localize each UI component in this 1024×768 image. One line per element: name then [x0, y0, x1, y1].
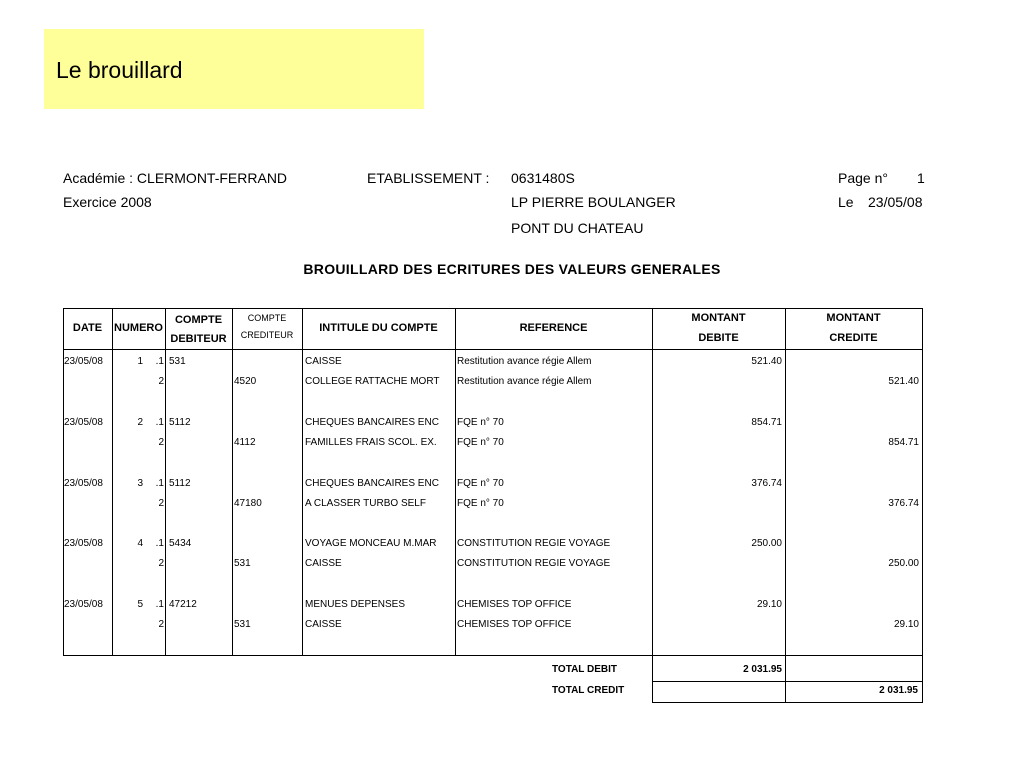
col-header-debite-1: MONTANT	[691, 312, 746, 324]
cell-compte-crediteur	[234, 416, 300, 430]
cell-montant-credite	[788, 537, 919, 551]
etablissement-code: 0631480S	[511, 170, 575, 186]
cell-intitule: CAISSE	[305, 558, 342, 569]
cell-montant-debite	[655, 375, 782, 389]
cell-montant-debite	[655, 618, 782, 632]
cell-montant-credite: 854.71	[888, 437, 919, 448]
exercice: Exercice 2008	[63, 194, 152, 210]
ledger-table	[63, 308, 923, 702]
cell-line: .1	[155, 356, 164, 367]
slide-title: Le brouillard	[56, 57, 183, 83]
col-header-debite-2: DEBITE	[698, 332, 739, 344]
cell-montant-debite: 29.10	[756, 599, 782, 610]
cell-montant-debite	[655, 557, 782, 571]
cell-reference: FQE n° 70	[457, 498, 504, 509]
cell-date	[64, 375, 111, 389]
ledger-heading: BROUILLARD DES ECRITURES DES VALEURS GENERALES	[303, 261, 721, 277]
body-bottom-border	[63, 655, 923, 656]
cell-intitule: MENUES DEPENSES	[305, 599, 406, 610]
col-header-crediteur-1: COMPTE	[247, 313, 287, 323]
col-header-credite-1: MONTANT	[826, 312, 881, 324]
cell-montant-debite: 854.71	[751, 417, 782, 428]
cell-montant-credite	[788, 598, 919, 612]
cell-numero: 2	[137, 417, 143, 428]
cell-numero: 5	[137, 599, 143, 610]
cell-intitule: CAISSE	[305, 619, 342, 630]
date-label: Le	[838, 194, 854, 210]
cell-numero	[113, 618, 143, 632]
col-line-right	[922, 308, 923, 702]
cell-reference: FQE n° 70	[457, 417, 504, 428]
cell-montant-debite	[655, 436, 782, 450]
date-value: 23/05/08	[868, 194, 923, 210]
cell-compte-crediteur: 4520	[234, 376, 257, 387]
totals-bottom-border	[652, 702, 923, 703]
cell-line: .1	[155, 478, 164, 489]
cell-numero: 3	[137, 478, 143, 489]
total-debit-label: TOTAL DEBIT	[552, 664, 617, 675]
col-header-credite-2: CREDITE	[829, 332, 878, 344]
page-label: Page n°	[838, 170, 888, 186]
cell-reference: CONSTITUTION REGIE VOYAGE	[457, 558, 611, 569]
cell-compte-crediteur	[234, 598, 300, 612]
total-credit-value: 2 031.95	[879, 685, 918, 696]
cell-intitule: COLLEGE RATTACHE MORT	[305, 376, 440, 387]
cell-compte-crediteur: 4112	[234, 437, 256, 448]
cell-line: 2	[158, 498, 164, 509]
cell-montant-credite: 29.10	[893, 619, 919, 630]
page-number: 1	[917, 170, 925, 186]
col-header-date: DATE	[72, 322, 103, 334]
total-credit-label: TOTAL CREDIT	[552, 685, 625, 696]
col-header-intitule: INTITULE DU COMPTE	[319, 322, 438, 334]
cell-date: 23/05/08	[64, 599, 103, 610]
cell-montant-credite: 376.74	[888, 498, 919, 509]
cell-line: 2	[158, 558, 164, 569]
cell-intitule: CAISSE	[305, 356, 342, 367]
cell-intitule: CHEQUES BANCAIRES ENC	[305, 417, 439, 428]
cell-montant-credite	[788, 477, 919, 491]
cell-date	[64, 618, 111, 632]
cell-date	[64, 436, 111, 450]
cell-reference: CHEMISES TOP OFFICE	[457, 599, 572, 610]
cell-line: .1	[155, 538, 164, 549]
cell-compte-debiteur: 5434	[169, 538, 192, 549]
cell-reference: FQE n° 70	[457, 437, 504, 448]
cell-date: 23/05/08	[64, 417, 103, 428]
cell-compte-debiteur: 5112	[169, 417, 191, 428]
cell-compte-debiteur	[169, 375, 231, 389]
cell-line: 2	[158, 376, 164, 387]
cell-compte-crediteur	[234, 537, 300, 551]
header-bottom-border	[63, 349, 923, 350]
slide-title-box	[44, 29, 424, 109]
col-header-crediteur-2: CREDITEUR	[240, 330, 294, 340]
col-line-intitule	[455, 308, 456, 655]
cell-line: .1	[155, 417, 164, 428]
cell-reference: FQE n° 70	[457, 478, 504, 489]
cell-numero	[113, 497, 143, 511]
cell-date	[64, 497, 111, 511]
etablissement-name: LP PIERRE BOULANGER	[511, 194, 676, 210]
col-line-debite	[785, 308, 786, 702]
col-header-debiteur-1: COMPTE	[174, 314, 223, 326]
cell-line: 2	[158, 437, 164, 448]
col-header-reference: REFERENCE	[519, 322, 588, 334]
cell-date: 23/05/08	[64, 478, 103, 489]
cell-compte-debiteur	[169, 497, 231, 511]
cell-montant-credite	[788, 416, 919, 430]
cell-intitule: A CLASSER TURBO SELF	[305, 498, 426, 509]
col-line-numero	[165, 308, 166, 655]
cell-compte-crediteur: 47180	[234, 498, 262, 509]
cell-numero	[113, 557, 143, 571]
cell-compte-crediteur: 531	[234, 558, 251, 569]
cell-compte-crediteur	[234, 477, 300, 491]
col-line-reference	[652, 308, 653, 702]
cell-numero	[113, 375, 143, 389]
cell-line: 2	[158, 619, 164, 630]
cell-montant-credite: 521.40	[888, 376, 919, 387]
cell-montant-debite: 376.74	[751, 478, 782, 489]
cell-date: 23/05/08	[64, 356, 103, 367]
cell-montant-debite: 521.40	[751, 356, 782, 367]
etablissement-city: PONT DU CHATEAU	[511, 220, 644, 236]
cell-date: 23/05/08	[64, 538, 103, 549]
cell-montant-credite	[788, 355, 919, 369]
cell-compte-debiteur	[169, 557, 231, 571]
cell-compte-crediteur	[234, 355, 300, 369]
col-line-crediteur	[302, 308, 303, 655]
cell-compte-crediteur: 531	[234, 619, 251, 630]
col-header-debiteur-2: DEBITEUR	[170, 333, 227, 345]
cell-date	[64, 557, 111, 571]
academie: Académie : CLERMONT-FERRAND	[63, 170, 288, 186]
total-debit-value: 2 031.95	[743, 664, 782, 675]
cell-reference: Restitution avance régie Allem	[457, 376, 592, 387]
cell-numero: 4	[137, 538, 143, 549]
cell-intitule: VOYAGE MONCEAU M.MAR	[305, 538, 437, 549]
col-line-debiteur	[232, 308, 233, 655]
etablissement-label: ETABLISSEMENT :	[367, 170, 490, 186]
cell-compte-debiteur: 47212	[169, 599, 197, 610]
cell-reference: CONSTITUTION REGIE VOYAGE	[457, 538, 611, 549]
cell-intitule: FAMILLES FRAIS SCOL. EX.	[305, 437, 437, 448]
cell-line: .1	[155, 599, 164, 610]
cell-montant-debite	[655, 497, 782, 511]
cell-compte-debiteur	[169, 618, 231, 632]
cell-compte-debiteur	[169, 436, 231, 450]
cell-compte-debiteur: 531	[169, 356, 186, 367]
cell-reference: Restitution avance régie Allem	[457, 356, 592, 367]
cell-compte-debiteur: 5112	[169, 478, 191, 489]
cell-intitule: CHEQUES BANCAIRES ENC	[305, 478, 439, 489]
cell-numero	[113, 436, 143, 450]
cell-numero: 1	[137, 356, 143, 367]
col-header-numero: NUMERO	[114, 322, 163, 334]
cell-reference: CHEMISES TOP OFFICE	[457, 619, 572, 630]
cell-montant-debite: 250.00	[751, 538, 782, 549]
totals-middle-border	[652, 681, 923, 682]
cell-montant-credite: 250.00	[888, 558, 919, 569]
